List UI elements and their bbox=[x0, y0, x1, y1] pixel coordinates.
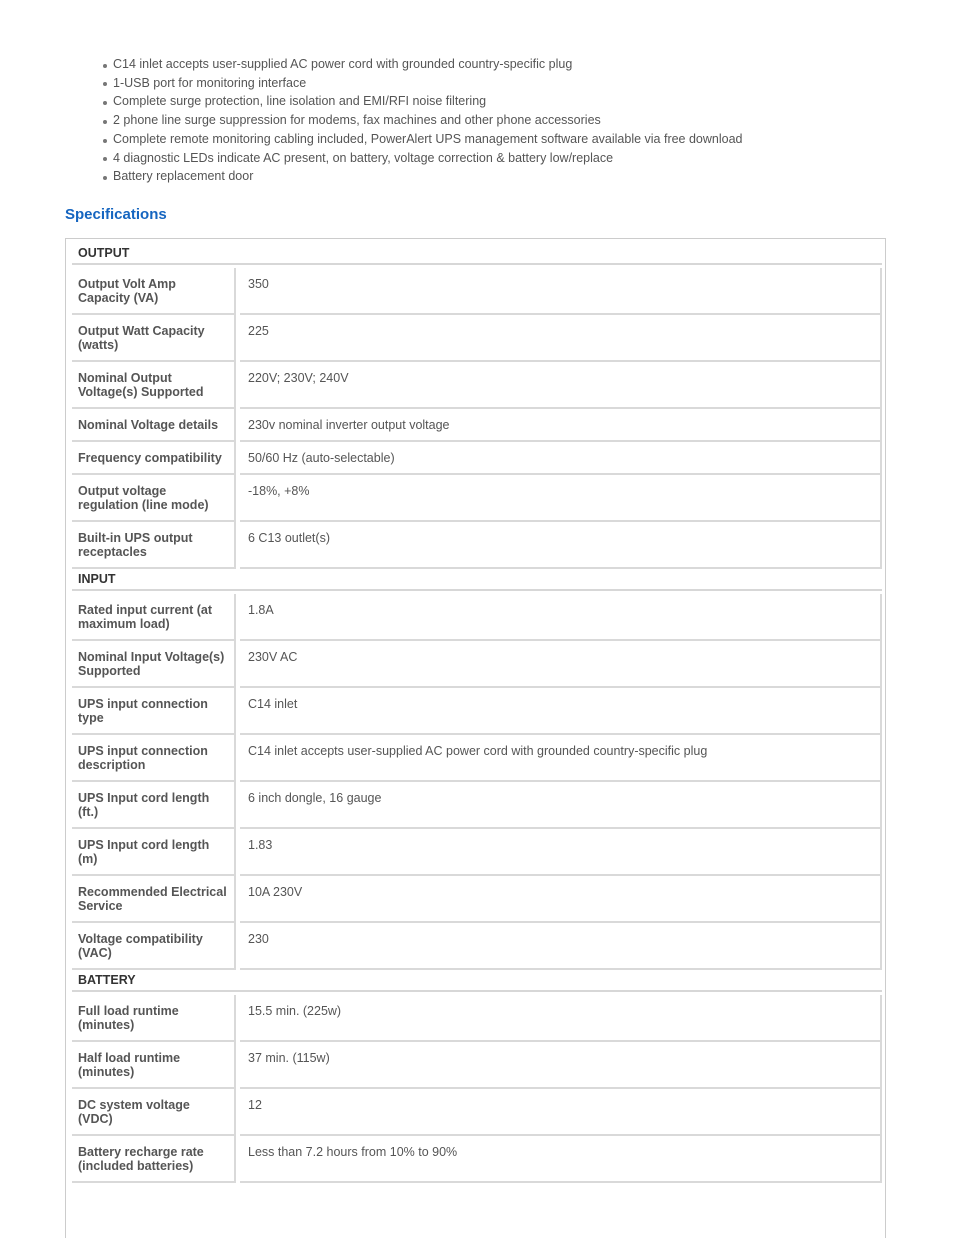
spec-label: UPS Input cord length (m) bbox=[72, 829, 236, 876]
specifications-panel bbox=[65, 238, 886, 1238]
section-title-input: INPUT bbox=[72, 569, 882, 591]
spec-value: 6 inch dongle, 16 gauge bbox=[240, 782, 882, 829]
spec-label: Recommended Electrical Service bbox=[72, 876, 236, 923]
spec-label: UPS input connection type bbox=[72, 688, 236, 735]
table-row bbox=[72, 1136, 882, 1183]
spec-value: 350 bbox=[240, 268, 882, 315]
bullet-icon bbox=[103, 101, 107, 105]
spec-value: 37 min. (115w) bbox=[240, 1042, 882, 1089]
spec-label: Full load runtime (minutes) bbox=[72, 995, 236, 1042]
table-row bbox=[72, 442, 882, 475]
spec-label: UPS input connection description bbox=[72, 735, 236, 782]
table-row bbox=[72, 735, 882, 782]
table-row bbox=[72, 362, 882, 409]
spec-value: 15.5 min. (225w) bbox=[240, 995, 882, 1042]
spec-value: 230v nominal inverter output voltage bbox=[240, 409, 882, 442]
table-row bbox=[72, 923, 882, 970]
section-title-output: OUTPUT bbox=[72, 243, 882, 265]
table-row bbox=[72, 522, 882, 569]
table-row bbox=[72, 594, 882, 641]
spec-value: C14 inlet bbox=[240, 688, 882, 735]
spec-label: Nominal Input Voltage(s) Supported bbox=[72, 641, 236, 688]
bullet-icon bbox=[103, 82, 107, 86]
spec-value: 12 bbox=[240, 1089, 882, 1136]
spec-label: Nominal Output Voltage(s) Supported bbox=[72, 362, 236, 409]
bullet-icon bbox=[103, 64, 107, 68]
specifications-table bbox=[72, 243, 882, 1183]
bullet-icon bbox=[103, 120, 107, 124]
spec-label: Rated input current (at maximum load) bbox=[72, 594, 236, 641]
spec-label: Battery recharge rate (included batteries) bbox=[72, 1136, 236, 1183]
spec-label: Output Watt Capacity (watts) bbox=[72, 315, 236, 362]
spec-label: Voltage compatibility (VAC) bbox=[72, 923, 236, 970]
table-row bbox=[72, 688, 882, 735]
specifications-heading: Specifications bbox=[65, 206, 167, 223]
spec-label: Built-in UPS output receptacles bbox=[72, 522, 236, 569]
table-row bbox=[72, 829, 882, 876]
table-row bbox=[72, 876, 882, 923]
spec-value: C14 inlet accepts user-supplied AC power cord with grounded country-specific plug bbox=[240, 735, 882, 782]
list-item: 1-USB port for monitoring interface bbox=[103, 74, 743, 93]
spec-value: 220V; 230V; 240V bbox=[240, 362, 882, 409]
section-header-row bbox=[72, 569, 882, 591]
bullet-icon bbox=[103, 139, 107, 143]
table-row bbox=[72, 1042, 882, 1089]
spec-value: 225 bbox=[240, 315, 882, 362]
spec-label: Output Volt Amp Capacity (VA) bbox=[72, 268, 236, 315]
spec-value: Less than 7.2 hours from 10% to 90% bbox=[240, 1136, 882, 1183]
spec-value: 230V AC bbox=[240, 641, 882, 688]
table-row bbox=[72, 1089, 882, 1136]
feature-list bbox=[103, 55, 743, 186]
spec-label: UPS Input cord length (ft.) bbox=[72, 782, 236, 829]
table-row bbox=[72, 782, 882, 829]
spec-value: 1.83 bbox=[240, 829, 882, 876]
spec-value: 230 bbox=[240, 923, 882, 970]
spec-value: -18%, +8% bbox=[240, 475, 882, 522]
table-row bbox=[72, 641, 882, 688]
spec-value: 50/60 Hz (auto-selectable) bbox=[240, 442, 882, 475]
list-item: Battery replacement door bbox=[103, 167, 743, 186]
section-title-battery: BATTERY bbox=[72, 970, 882, 992]
list-item: C14 inlet accepts user-supplied AC power cord with grounded country-specific plug bbox=[103, 55, 743, 74]
spec-label: Output voltage regulation (line mode) bbox=[72, 475, 236, 522]
section-header-row bbox=[72, 243, 882, 265]
spec-label: DC system voltage (VDC) bbox=[72, 1089, 236, 1136]
spec-value: 1.8A bbox=[240, 594, 882, 641]
spec-label: Nominal Voltage details bbox=[72, 409, 236, 442]
bullet-icon bbox=[103, 176, 107, 180]
spec-value: 10A 230V bbox=[240, 876, 882, 923]
table-row bbox=[72, 475, 882, 522]
section-header-row bbox=[72, 970, 882, 992]
table-row bbox=[72, 315, 882, 362]
spec-label: Half load runtime (minutes) bbox=[72, 1042, 236, 1089]
list-item: 4 diagnostic LEDs indicate AC present, on battery, voltage correction & battery low/replace bbox=[103, 149, 743, 168]
bullet-icon bbox=[103, 157, 107, 161]
list-item: Complete surge protection, line isolation and EMI/RFI noise filtering bbox=[103, 92, 743, 111]
spec-value: 6 C13 outlet(s) bbox=[240, 522, 882, 569]
table-row bbox=[72, 995, 882, 1042]
table-row bbox=[72, 409, 882, 442]
list-item: 2 phone line surge suppression for modems, fax machines and other phone accessories bbox=[103, 111, 743, 130]
list-item: Complete remote monitoring cabling included, PowerAlert UPS management software available via free download bbox=[103, 130, 743, 149]
spec-label: Frequency compatibility bbox=[72, 442, 236, 475]
table-row bbox=[72, 268, 882, 315]
